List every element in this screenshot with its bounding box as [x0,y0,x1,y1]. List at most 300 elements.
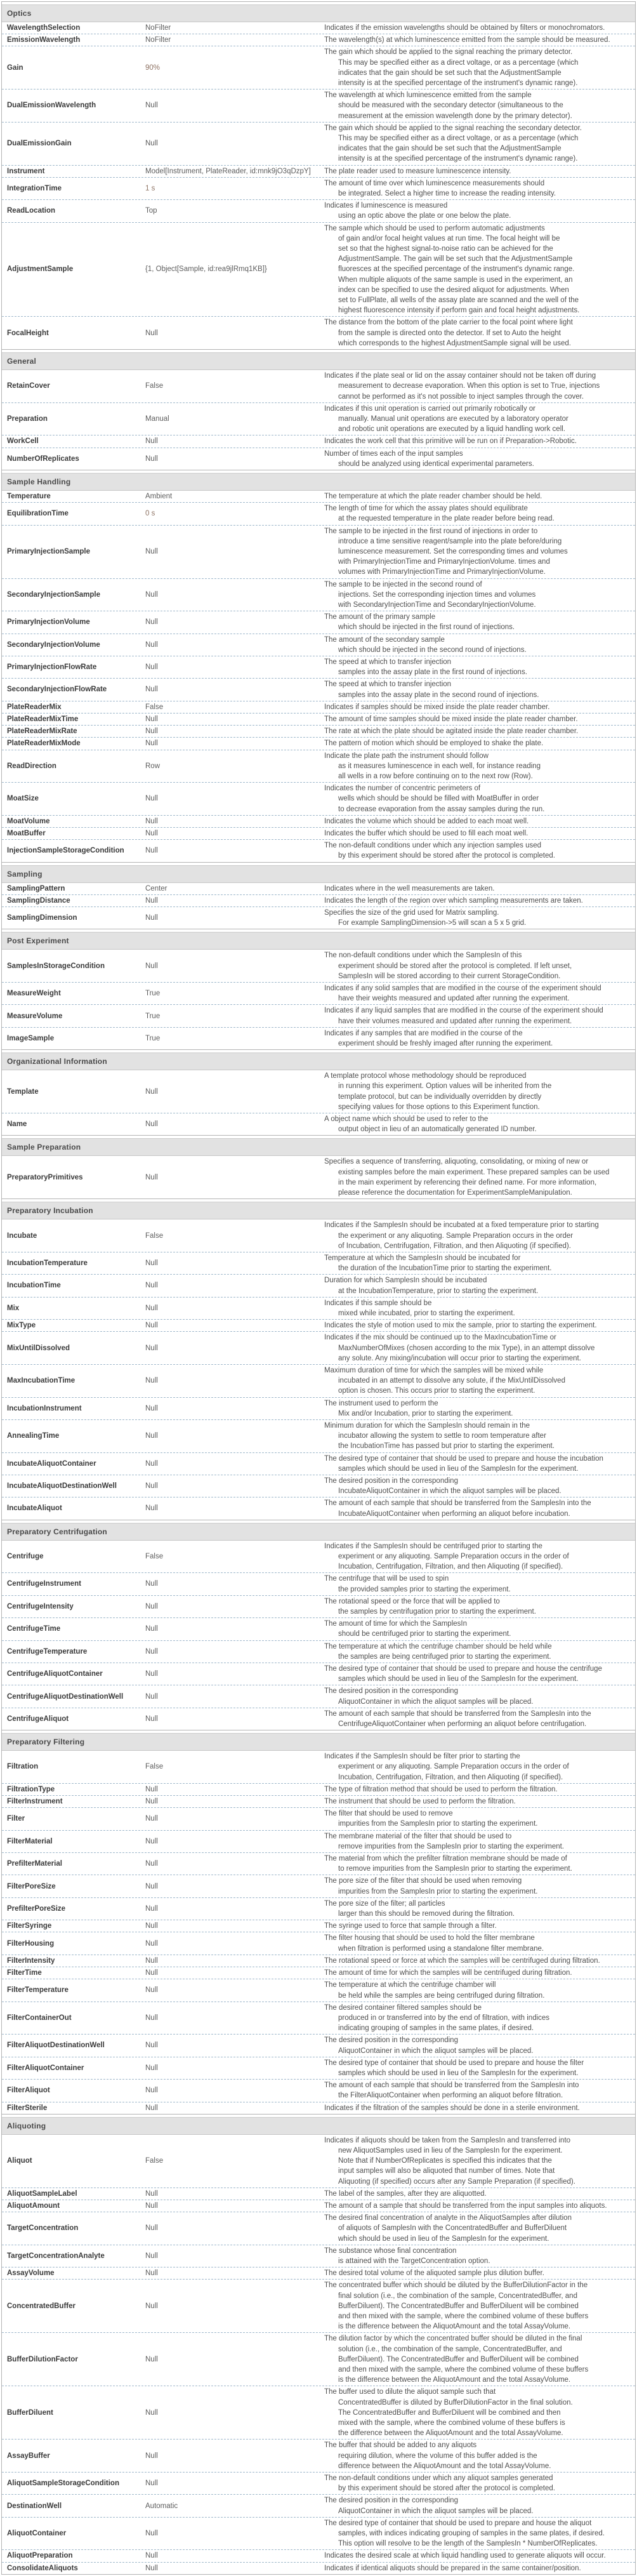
description-line: The amount of each sample that should be transferred from the SamplesIn into the [324,1499,591,1508]
option-description [324,1686,635,1706]
option-name: PlateReaderMixRate [7,727,77,736]
description-line: highest fluorescence intensity if perform gain and focal height adjustments. [338,307,580,315]
option-description [324,90,635,121]
option-description [324,679,635,700]
section-aliquoting [2,2114,635,2574]
option-row [2,525,635,578]
option-row [2,1364,635,1397]
description-line: Indicates if any samples that are modified in the course of the [324,1029,523,1037]
option-default-value: Null [145,2064,158,2072]
description-line: The plate reader used to measure luminescence intensity. [324,167,511,175]
section-header: Sampling [2,865,635,883]
description-line: all wells in a row before continuing on to the next row (Row). [338,773,533,780]
option-description [324,884,635,894]
option-default-value: Null [145,437,158,446]
option-default-value: Null [145,686,158,694]
description-line: When multiple aliquots of the same sample is used in the experiment, an [338,276,573,284]
description-line: indicates that the gain should be set such that the AdjustmentSample [338,145,561,153]
description-line: AdjustmentSample. The gain will be set such that the AdjustmentSample [338,255,573,263]
option-row [2,1027,635,1049]
option-description [324,1071,635,1112]
option-name: Template [7,1087,39,1096]
option-description [324,1642,635,1662]
option-default-value: Null [145,817,158,825]
option-description [324,1831,635,1852]
option-default-value: False [145,382,164,390]
option-name: PrimaryInjectionVolume [7,618,90,627]
section-header: Aliquoting [2,2117,635,2135]
option-row [2,634,635,656]
option-default-value: Null [145,2087,158,2095]
option-default-value: False [145,2157,164,2165]
option-row [2,177,635,199]
option-description [324,1796,635,1807]
description-line: experiment should be stored after the protocol is completed. If left unset, [338,962,572,970]
option-name: TargetConcentrationAnalyte [7,2252,105,2260]
option-default-value: Null [145,1939,158,1948]
section-optics [2,4,635,349]
section-header: Post Experiment [2,932,635,950]
section-header: Preparatory Centrifugation [2,1523,635,1541]
option-description [324,1275,635,1296]
option-default-value: Null [145,2269,158,2278]
option-default-value: Null [145,830,158,838]
option-description [324,1899,635,1919]
option-description [324,47,635,88]
description-line: Indicates if the SamplesIn should be incubated at a fixed temperature prior to starting [324,1221,599,1230]
description-line: This may be specified either as a direct voltage, or as a percentage (which [338,135,579,143]
option-default-value: Null [145,1956,158,1965]
option-name: IncubationTime [7,1282,61,1290]
option-name: Instrument [7,167,45,175]
option-description [324,1398,635,1419]
option-row [2,222,635,317]
description-line: Indicates if the plate seal or lid on the assay container should not be taken off during [324,372,596,380]
description-line: Specifies a sequence of transferring, aliquoting, consolidating, or mixing of new or [324,1158,589,1166]
option-name: MoatBuffer [7,830,46,838]
option-description [324,1320,635,1331]
option-description [324,2201,635,2211]
description-line: This option will resolve to be the length of the SamplesIn * NumberOfReplicates. [338,2540,598,2548]
option-description [324,612,635,632]
option-name: PrefilterMaterial [7,1860,62,1868]
option-row [2,737,635,749]
description-line: Indicate the plate path the instrument should follow [324,752,489,760]
option-default-value: Row [145,762,161,770]
option-description [324,1157,635,1198]
description-line: at the IncubationTemperature, prior to starting the experiment. [338,1287,539,1295]
option-name: ConsolidateAliquots [7,2564,78,2572]
description-line: Temperature at which the SamplesIn should be incubated for [324,1254,521,1262]
description-line: Indicates if the filtration of the samples should be done in a sterile environment. [324,2104,580,2112]
option-default-value: 90% [145,63,161,72]
description-line: be held while the samples are being centrifuged during filtration. [338,1991,545,2000]
option-default-value: Null [145,1692,158,1701]
description-line: and then mixed with the sample, where the combined volume of these buffers [338,2366,589,2374]
option-name: CentrifugeInstrument [7,1580,81,1588]
description-line: The desired type of container that should be used to prepare and house the aliquot [324,2519,592,2527]
description-line: Indicates the number of concentric perimeters of [324,785,481,793]
option-row [2,1783,635,1795]
option-default-value: Null [145,1625,158,1633]
description-line: indicates that the gain should be set such that the AdjustmentSample [338,69,561,77]
section-header: Sample Handling [2,473,635,491]
description-line: and robotic unit operations are executed by a liquid handling work cell. [338,425,565,434]
description-line: as it measures luminescence in each well, for instance reading [338,762,541,770]
description-line: option is chosen. This occurs prior to starting the experiment. [338,1387,535,1395]
description-line: The distance from the bottom of the plate carrier to the focal point where light [324,319,573,327]
description-line: Indicates where in the well measurements are taken. [324,884,495,893]
description-line: Indicates the work cell that this primitive will be run on if Preparation->Robotic. [324,437,577,446]
option-default-value: Null [145,914,158,922]
option-default-value: Null [145,727,158,736]
option-name: PreparatoryPrimitives [7,1173,83,1181]
option-default-value: Null [145,1322,158,1330]
description-line: samples into the assay plate in the second round of injections. [338,691,539,699]
option-name: CentrifugeIntensity [7,1602,74,1610]
option-description [324,2563,635,2573]
option-description [324,1574,635,1594]
option-default-value: Null [145,1282,158,1290]
option-description [324,2387,635,2438]
option-row [2,89,635,122]
option-row [2,2212,635,2245]
option-default-value: False [145,703,164,711]
option-name: PlateReaderMixMode [7,740,81,748]
option-description [324,2518,635,2549]
option-description [324,751,635,782]
option-default-value: Null [145,1459,158,1468]
option-description [324,1006,635,1026]
description-line: incubator allowing the system to settle to room temperature after [338,1432,546,1440]
description-line: samples which should be used in lieu of the SamplesIn for the experiment. [338,1464,579,1473]
option-row [2,2517,635,2550]
description-line: of aliquots of SamplesIn with the ConcentratedBuffer and BufferDiluent [338,2224,567,2233]
option-default-value: Null [145,1173,158,1181]
description-line: IncubateAliquotContainer when performing an aliquot before incubation. [338,1510,570,1518]
description-line: using an optic above the plate or one below the plate. [338,212,511,220]
option-name: CentrifugeAliquot [7,1715,69,1723]
option-default-value: Automatic [145,2502,178,2510]
option-name: FilterSyringe [7,1922,52,1930]
option-description [324,223,635,316]
description-line: mixed while incubated, prior to starting the experiment. [338,1309,515,1317]
description-line: is the difference between the AliquotAmount and the total AssayVolume. [338,2323,571,2331]
option-description [324,896,635,906]
description-line: The buffer used to dilute the aliquot sample such that [324,2388,496,2396]
option-name: Temperature [7,492,51,500]
option-name: PrimaryInjectionFlowRate [7,663,97,672]
option-name: ConcentratedBuffer [7,2302,76,2310]
option-row [2,1319,635,1331]
description-line: Indicates the buffer which should be used to fill each moat well. [324,830,529,838]
description-line: The speed at which to transfer injection [324,681,452,689]
option-row [2,2494,635,2516]
option-name: SamplingDistance [7,896,70,905]
description-line: The amount of the secondary sample [324,635,445,644]
option-name: CentrifugeAliquotContainer [7,1670,103,1678]
option-name: AliquotPreparation [7,2552,73,2560]
option-default-value: Null [145,2302,158,2310]
option-row [2,1617,635,1640]
option-row [2,1751,635,1783]
option-name: FilterContainerOut [7,2014,72,2022]
description-line: is attained with the TargetConcentration option. [338,2257,490,2265]
option-name: FilterAliquot [7,2087,50,2095]
description-line: be integrated. Select a higher time to increase the reading intensity. [338,190,556,198]
description-line: samples which should be used in lieu of the SamplesIn for the experiment. [338,1675,579,1683]
option-row [2,2562,635,2574]
option-default-value: Null [145,2530,158,2538]
option-description [324,1332,635,1364]
description-line: larger than this should be removed during the filtration. [338,1910,515,1918]
description-line: A template protocol whose methodology should be reproduced [324,1072,527,1080]
option-row [2,1397,635,1419]
option-row [2,1875,635,1897]
option-description [324,2268,635,2278]
option-description [324,2495,635,2516]
option-default-value: Center [145,884,167,893]
option-description [324,1114,635,1134]
option-default-value: Null [145,2564,158,2572]
option-row [2,2386,635,2439]
section-header: Preparatory Filtering [2,1733,635,1751]
description-line: please reference the documentation for ExperimentSampleManipulation. [338,1189,572,1197]
description-line: Indicates if the emission wavelengths should be obtained by filters or monochromators. [324,24,605,32]
option-default-value: Null [145,1377,158,1385]
option-description [324,783,635,814]
description-line: with SecondaryInjectionTime and SecondaryInjectionVolume. [338,601,536,609]
option-description [324,503,635,524]
option-default-value: Null [145,1404,158,1412]
description-line: The gain which should be applied to the signal reaching the secondary detector. [324,124,582,132]
option-name: FilterTemperature [7,1986,69,1995]
option-row [2,2057,635,2079]
option-description [324,2135,635,2187]
section-preparatory-incubation [2,1198,635,1519]
description-line: The pore size of the filter that should be used when removing [324,1877,522,1885]
description-line: The non-default conditions under which any aliquot samples generated [324,2474,553,2483]
description-line: The rotational speed or the force that will be applied to [324,1597,500,1605]
option-description [324,1454,635,1474]
option-description [324,840,635,861]
option-default-value: Null [145,1432,158,1440]
description-line: The temperature at which the centrifuge chamber will [324,1981,496,1989]
option-default-value: False [145,1763,164,1771]
description-line: Indicates if this unit operation is carried out primarily robotically or [324,404,536,413]
option-default-value: Null [145,2552,158,2560]
description-line: volumes with PrimaryInjectionTime and PrimaryInjectionVolume. [338,568,546,576]
option-default-value: Null [145,740,158,748]
option-default-value: Null [145,1259,158,1267]
option-name: ImageSample [7,1034,55,1042]
option-name: IncubateAliquotDestinationWell [7,1482,117,1490]
option-name: MeasureVolume [7,1012,63,1020]
description-line: The desired position in the corresponding [324,2497,458,2505]
description-line: intensity is at the specified percentage of the instrument's dynamic range). [338,155,578,163]
description-line: Incubation, Centrifugation, Filtration, and then Aliquoting (if specified). [338,1773,563,1781]
option-name: SecondaryInjectionFlowRate [7,686,107,694]
option-description [324,2058,635,2078]
option-row [2,2472,635,2494]
option-default-value: Top [145,207,157,215]
option-row [2,1830,635,1852]
option-row [2,982,635,1004]
section-general [2,349,635,470]
option-description [324,2280,635,2332]
option-description [324,738,635,748]
description-line: Duration for which SamplesIn should be incubated [324,1277,487,1285]
description-line: AliquotContainer in which the aliquot samples will be placed. [338,2047,534,2055]
section-preparatory-centrifugation [2,1520,635,1730]
option-name: PrimaryInjectionSample [7,547,91,555]
description-line: which should be used in lieu of the SamplesIn for the experiment. [338,2234,549,2243]
option-description [324,1421,635,1452]
option-name: DestinationWell [7,2502,62,2510]
option-name: FilterTime [7,1969,42,1977]
option-name: FilterHousing [7,1939,55,1948]
option-name: AdjustmentSample [7,265,74,274]
option-description [324,816,635,827]
option-name: SecondaryInjectionSample [7,590,100,599]
description-line: fluoresces at the specified percentage of the instrument's dynamic range. [338,265,575,274]
option-default-value: Null [145,1670,158,1678]
option-default-value: Null [145,1785,158,1793]
description-line: Maximum duration of time for which the samples will be mixed while [324,1366,544,1374]
option-name: IntegrationTime [7,184,62,192]
description-line: The wavelength at which luminescence emitted from the sample [324,91,532,100]
description-line: Specifies the size of the grid used for Matrix sampling. [324,909,499,917]
option-name: MeasureWeight [7,990,61,998]
description-line: samples into the assay plate in the first round of injections. [338,668,527,677]
option-default-value: Null [145,2224,158,2233]
option-name: FocalHeight [7,329,49,337]
description-line: Indicates the desired scale at which liquid handling used to generate aliquots will occur. [324,2552,606,2560]
option-name: Filtration [7,1763,39,1771]
description-line: output object in lieu of an automatically generated ID number. [338,1125,537,1134]
option-row [2,1274,635,1296]
option-name: PlateReaderMixTime [7,715,79,723]
option-name: FilterIntensity [7,1956,55,1965]
description-line: final solution (i.e., the combination of the sample, ConcentratedBuffer, and [338,2292,577,2300]
description-line: which corresponds to the highest AdjustmentSample signal will be used. [338,339,571,347]
option-description [324,123,635,164]
description-line: at the requested temperature in the plate reader before being read. [338,515,555,523]
option-row [2,370,635,402]
option-default-value: Null [145,1904,158,1913]
description-line: and then mixed with the sample, where the combined volume of these buffers [338,2312,589,2320]
option-row [2,2102,635,2114]
option-row [2,435,635,447]
option-row [2,1497,635,1519]
description-line: the duration of the IncubationTime prior to starting the experiment. [338,1265,552,1273]
option-description [324,371,635,402]
option-row [2,827,635,839]
option-name: ReadLocation [7,207,56,215]
option-name: AnnealingTime [7,1432,60,1440]
section-sample-preparation [2,1135,635,1198]
option-name: Gain [7,63,23,72]
description-line: The desired position in the corresponding [324,2036,458,2045]
option-description [324,950,635,981]
option-name: EmissionWavelength [7,36,81,44]
option-name: Preparation [7,415,48,423]
option-description [324,1619,635,1639]
description-line: The instrument that should be used to perform the filtration. [324,1798,516,1806]
description-line: the experiment or any aliquoting. Sample Preparation occurs in the order [338,1232,574,1240]
option-description [324,2035,635,2055]
description-line: ConcentratedBuffer is diluted by BufferDilutionFactor in the final solution. [338,2398,573,2407]
description-line: of gain and/or focal height values at run time. The focal height will be [338,234,560,242]
option-default-value: Null [145,1815,158,1823]
description-line: The amount of a sample that should be transferred from the input samples into aliquots. [324,2201,607,2210]
description-line: The type of filtration method that should be used to perform the filtration. [324,1785,558,1793]
option-description [324,635,635,655]
option-description [324,2440,635,2471]
option-name: FiltrationType [7,1785,55,1793]
option-description [324,1751,635,1783]
option-row [2,725,635,737]
option-description [324,1498,635,1518]
option-name: MoatSize [7,795,39,803]
option-name: EquilibrationTime [7,510,69,518]
option-row [2,750,635,783]
description-line: The amount of time for which the samples will be centrifuged during filtration. [324,1969,572,1977]
description-line: The concentrated buffer which should be diluted by the BufferDilutionFactor in the [324,2281,588,2290]
description-line: The desired container filtered samples should be [324,2003,482,2012]
option-name: Filter [7,1815,25,1823]
description-line: with PrimaryInjectionTime and PrimaryInjectionVolume. times and [338,558,550,566]
description-line: existing samples before the main experiment. These prepared samples can be used [338,1168,610,1176]
option-row [2,1795,635,1807]
option-row [2,1663,635,1685]
description-line: The pattern of motion which should be employed to shake the plate. [324,740,544,748]
option-description [324,2003,635,2034]
option-name: TargetConcentration [7,2224,79,2233]
description-line: The substance whose final concentration [324,2247,457,2255]
option-row [2,1932,635,1954]
description-line: Indicates if the mix should be continued up to the MaxIncubationTime or [324,1334,556,1342]
option-row [2,1297,635,1319]
option-default-value: Null [145,590,158,599]
option-default-value: True [145,990,161,998]
description-line: The amount of the primary sample [324,613,436,621]
option-row [2,1955,635,1967]
description-line: Indicates the length of the region over which sampling measurements are taken. [324,896,583,905]
option-description [324,657,635,677]
option-name: Mix [7,1304,20,1312]
description-line: Note that if NumberOfReplicates is specified this indicates that the [338,2157,552,2165]
description-line: input samples will also be aliquoted that number of times. Note that [338,2167,555,2175]
description-line: Indicates if the SamplesIn should be centrifuged prior to starting the [324,1542,542,1550]
options-table [1,1,636,2575]
option-row [2,1004,635,1026]
section-header: General [2,352,635,370]
option-row [2,2135,635,2188]
description-line: measurement to decrease evaporation. When this option is set to True, injections [338,382,600,390]
option-name: Centrifuge [7,1552,44,1560]
option-description [324,714,635,724]
option-default-value: Null [145,1482,158,1490]
description-line: CentrifugeAliquotContainer when performing an aliquot before centrifugation. [338,1720,587,1729]
option-default-value: Null [145,1986,158,1995]
option-name: AliquotContainer [7,2530,67,2538]
description-line: The length of time for which the assay plates should equilibrate [324,505,528,513]
option-default-value: Null [145,2014,158,2022]
description-line: Number of times each of the input samples [324,449,463,458]
description-line: to decrease evaporation from the assay samples during the run. [338,805,545,813]
description-line: set so that the highest signal-to-noise ratio can be achieved for the [338,245,553,253]
